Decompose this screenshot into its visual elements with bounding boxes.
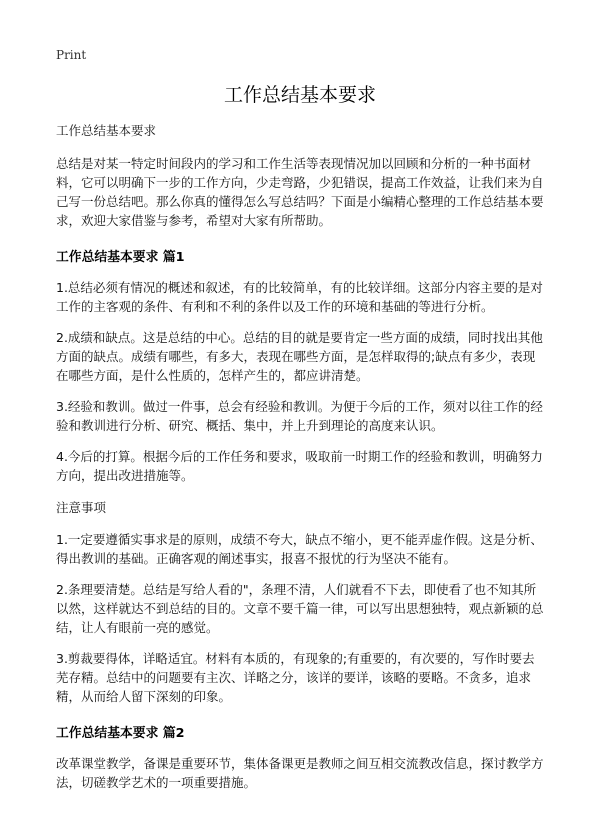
notes-paragraph-2: 2.条理要清楚。总结是写给人看的"，条理不清，人们就看不下去，即使看了也不知其所以然，这样就达不到总结的目的。文章不要千篇一律，可以写出思想独特，观点新颖的总结，让人有眼前一亮的感觉。 (56, 582, 544, 635)
page-title: 工作总结基本要求 (223, 84, 376, 106)
intro-paragraph: 总结是对某一特定时间段内的学习和工作生活等表现情况加以回顾和分析的一种书面材料，它可以明确下一步的工作方向，少走弯路，少犯错误，提高工作效益，让我们来为自己写一份总结吧。那么你真的懂得怎么写总结吗？下面是小编精心整理的工作总结基本要求，欢迎大家借鉴与参考，希望对大家有所帮助。 (56, 156, 544, 228)
section1-paragraph-1: 1.总结必须有情况的概述和叙述，有的比较简单，有的比较详细。这部分内容主要的是对工作的主客观的条件、有利和不利的条件以及工作的环境和基础的等进行分析。 (56, 280, 543, 314)
section2-paragraph-1: 改革课堂教学，备课是重要环节，集体备课更是教师之间互相交流教改信息，探讨教学方法，切磋教学艺术的一项重要措施。 (56, 756, 544, 790)
section1-paragraph-2: 2.成绩和缺点。这是总结的中心。总结的目的就是要肯定一些方面的成绩，同时找出其他方面的缺点。成绩有哪些，有多大，表现在哪些方面，是怎样取得的;缺点有多少，表现在哪些方面，是什么性质的，怎样产生的，都应讲清楚。 (56, 330, 543, 383)
section1-paragraph-3: 3.经验和教训。做过一件事，总会有经验和教训。为便于今后的工作，须对以往工作的经验和教训进行分析、研究、概括、集中，并上升到理论的高度来认识。 (56, 399, 543, 433)
notes-paragraph-3: 3.剪裁要得体，详略适宜。材料有本质的，有现象的;有重要的，有次要的，写作时要去芜存精。总结中的问题要有主次、详略之分，该详的要详，该略的要略。不贪多，追求精，从而给人留下深刻的印象。 (56, 651, 535, 704)
document-subtitle: 工作总结基本要求 (56, 123, 157, 138)
section-heading-2: 工作总结基本要求 篇2 (56, 726, 185, 741)
notes-heading: 注意事项 (56, 500, 107, 515)
section1-paragraph-4: 4.今后的打算。根据今后的工作任务和要求，吸取前一时期工作的经验和教训，明确努力方向，提出改进措施等。 (56, 449, 543, 483)
print-link[interactable]: Print (56, 48, 87, 62)
notes-paragraph-1: 1.一定要遵循实事求是的原则，成绩不夸大，缺点不缩小，更不能弄虚作假。这是分析、得出教训的基础。正确客观的阐述事实，报喜不报忧的行为坚决不能有。 (56, 532, 543, 566)
document-body (56, 122, 544, 804)
section-heading-1: 工作总结基本要求 篇1 (56, 250, 185, 265)
